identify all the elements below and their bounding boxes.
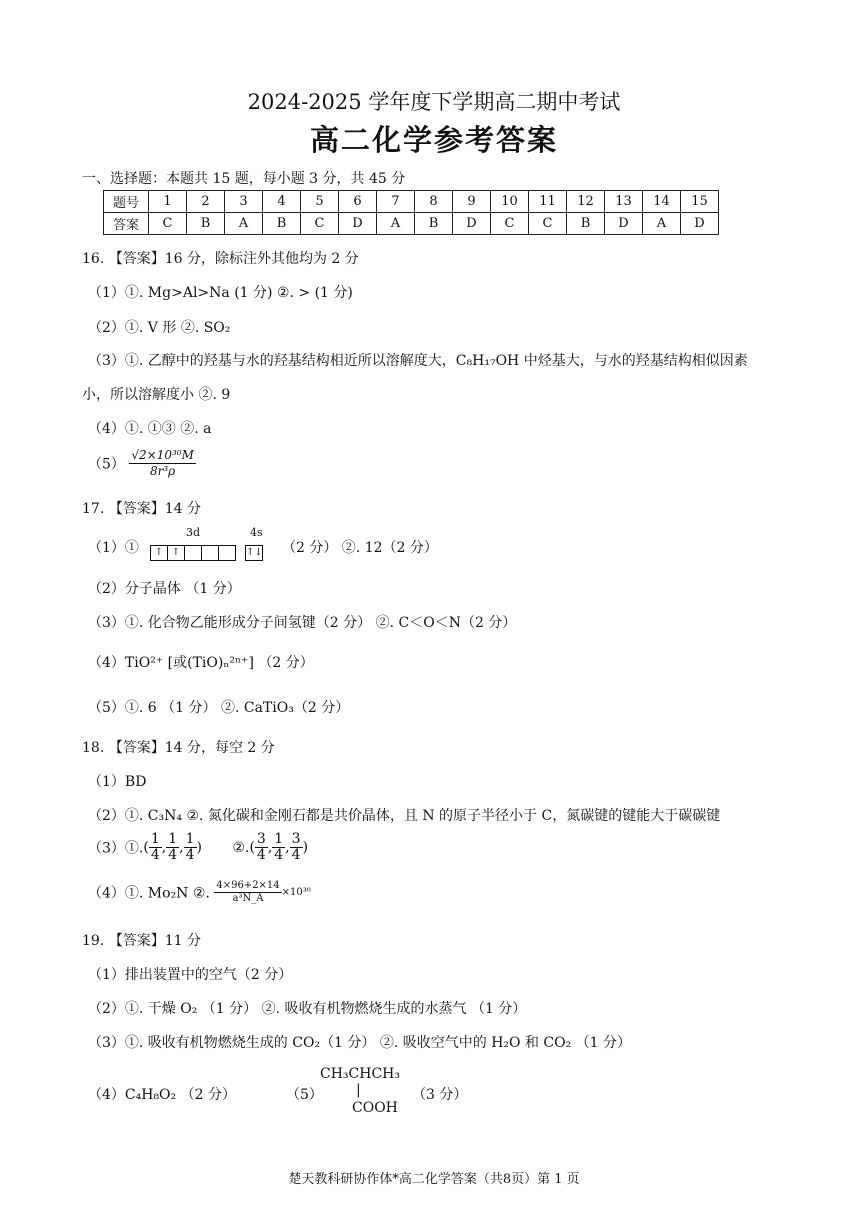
table-cell: A	[377, 213, 415, 235]
fraction-denominator: 4	[291, 847, 301, 863]
table-cell: B	[415, 213, 453, 235]
page-footer: 楚天教科研协作体*高二化学答案（共8页）第 1 页	[288, 1172, 580, 1187]
fraction-numerator: 4×96+2×14	[216, 880, 280, 891]
q19-part1: （1）排出装置中的空气（2 分）	[88, 967, 293, 983]
fraction-numerator: 3	[291, 831, 301, 847]
q19-part2: （2）①. 干燥 O₂ （1 分） ②. 吸收有机物燃烧生成的水蒸气 （1 分）	[88, 1001, 527, 1017]
q18-part4-label: （4）①. Mo₂N ②.	[88, 885, 210, 902]
fraction-denominator: 4	[256, 847, 266, 863]
fraction-numerator: √2×10³⁰M	[131, 448, 194, 462]
coord-fraction	[166, 832, 179, 863]
q18-density-fraction	[214, 880, 281, 905]
table-cell: C	[491, 213, 529, 235]
table-cell: 14	[643, 191, 681, 213]
orbital-box: ↑↓	[245, 545, 263, 561]
fraction-denominator: 4	[150, 847, 160, 863]
q17-part1-label: （1）①	[88, 540, 139, 556]
q19-part5-score: （3 分）	[412, 1087, 468, 1103]
orbital-box: ↑	[150, 545, 168, 561]
paren-close: )	[302, 839, 309, 856]
table-cell: D	[453, 213, 491, 235]
q18-part4-tail: ×10³⁰	[281, 887, 311, 898]
q19-part4: （4）C₄H₈O₂ （2 分）	[88, 1087, 236, 1103]
coord-fraction	[255, 832, 268, 863]
exam-title: 2024-2025 学年度下学期高二期中考试	[247, 90, 621, 114]
table-cell: B	[187, 213, 225, 235]
table-cell: 12	[567, 191, 605, 213]
table-cell: C	[149, 213, 187, 235]
table-cell: 13	[605, 191, 643, 213]
fraction-denominator: 8r³ρ	[150, 464, 176, 478]
q18-part3	[88, 832, 308, 863]
table-cell: 10	[491, 191, 529, 213]
section1-heading: 一、选择题：本题共 15 题，每小题 3 分，共 45 分	[82, 171, 406, 187]
q18-part3-label: （3）①.	[88, 840, 144, 857]
orbital-4s-diagram	[245, 542, 263, 561]
structure-bottom: COOH	[352, 1100, 398, 1116]
table-cell: D	[605, 213, 643, 235]
q16-part1: （1）①. Mg>Al>Na (1 分) ②. > (1 分)	[88, 285, 353, 301]
q16-heading: 16. 【答案】16 分，除标注外其他均为 2 分	[82, 251, 359, 267]
table-cell: 4	[263, 191, 301, 213]
comma: ,	[267, 839, 273, 856]
comma: ,	[179, 839, 184, 856]
table-row-label: 题号	[104, 191, 149, 213]
coord-fraction	[149, 832, 162, 863]
q17-heading: 17. 【答案】14 分	[82, 501, 201, 517]
comma: ,	[285, 839, 290, 856]
table-cell: 6	[339, 191, 377, 213]
fraction-numerator: 1	[168, 831, 178, 847]
comma: ,	[161, 839, 167, 856]
coord-fraction	[290, 832, 303, 863]
q17-part2: （2）分子晶体 （1 分）	[88, 581, 241, 597]
coord-fraction	[272, 832, 285, 863]
q18-part2: （2）①. C₃N₄ ②. 氮化碳和金刚石都是共价晶体，且 N 的原子半径小于 C，氮碳键的键能大于碳碳键	[88, 808, 721, 824]
fraction-numerator: 3	[256, 831, 266, 847]
coord-fraction	[184, 832, 197, 863]
paren-open: (	[143, 839, 149, 856]
paren-close: )	[196, 839, 202, 856]
table-cell: 11	[529, 191, 567, 213]
q17-part1-rest: （2 分） ②. 12（2 分）	[282, 540, 438, 556]
orbital-3d-diagram	[150, 542, 236, 561]
q19-part3: （3）①. 吸收有机物燃烧生成的 CO₂（1 分） ②. 吸收空气中的 H₂O 和 CO₂ （1 分）	[88, 1035, 632, 1051]
table-cell: C	[529, 213, 567, 235]
q18-part1: （1）BD	[88, 774, 147, 790]
q17-part4: （4）TiO²⁺ [或(TiO)ₙ²ⁿ⁺] （2 分）	[88, 655, 314, 671]
table-row-answers	[104, 213, 719, 235]
q16-part5	[88, 448, 196, 479]
fraction-numerator: 1	[150, 831, 160, 847]
q18-part3-b-label: ②.	[232, 839, 250, 856]
answer-table	[103, 190, 719, 235]
table-cell: D	[681, 213, 719, 235]
orbital-3d-label: 3d	[186, 526, 201, 539]
table-row-numbers	[104, 191, 719, 213]
orbital-4s-label: 4s	[250, 526, 263, 539]
q16-part5-label: （5）	[88, 456, 125, 473]
structure-bond: |	[356, 1082, 361, 1098]
answer-key-title: 高二化学参考答案	[309, 123, 558, 157]
table-cell: 2	[187, 191, 225, 213]
structure-top: CH₃CHCH₃	[320, 1066, 400, 1082]
orbital-box: ↑	[168, 545, 185, 561]
table-cell: 9	[453, 191, 491, 213]
fraction-denominator: 4	[168, 847, 178, 863]
orbital-box	[202, 545, 219, 561]
q16-part3-line1: （3）①. 乙醇中的羟基与水的羟基结构相近所以溶解度大，C₈H₁₇OH 中烃基大，与水的羟基结构相似因素	[88, 353, 748, 369]
table-cell: A	[643, 213, 681, 235]
table-cell: B	[263, 213, 301, 235]
table-cell: A	[225, 213, 263, 235]
orbital-box	[185, 545, 202, 561]
table-cell: 15	[681, 191, 719, 213]
q18-heading: 18. 【答案】14 分，每空 2 分	[82, 740, 275, 756]
table-cell: C	[301, 213, 339, 235]
table-cell: 1	[149, 191, 187, 213]
q19-part5-label: （5）	[286, 1087, 323, 1103]
q16-part5-fraction	[129, 448, 196, 479]
q16-part2: （2）①. V 形 ②. SO₂	[88, 320, 231, 336]
paren-open: (	[249, 839, 255, 856]
q17-part5: （5）①. 6 （1 分） ②. CaTiO₃（2 分）	[88, 700, 350, 716]
table-cell: D	[339, 213, 377, 235]
fraction-denominator: a³N_A	[232, 893, 264, 904]
q16-part4: （4）①. ①③ ②. a	[88, 421, 212, 437]
table-cell: B	[567, 213, 605, 235]
orbital-box	[219, 545, 236, 561]
table-cell: 8	[415, 191, 453, 213]
fraction-denominator: 4	[274, 847, 284, 863]
fraction-denominator: 4	[185, 847, 195, 863]
table-row-label: 答案	[104, 213, 149, 235]
table-cell: 5	[301, 191, 339, 213]
fraction-numerator: 1	[274, 831, 284, 847]
table-cell: 7	[377, 191, 415, 213]
q19-heading: 19. 【答案】11 分	[82, 933, 201, 949]
q18-part4	[88, 880, 311, 905]
fraction-numerator: 1	[185, 831, 195, 847]
q16-part3-line2: 小，所以溶解度小 ②. 9	[82, 387, 231, 403]
q17-part3: （3）①. 化合物乙能形成分子间氢键（2 分） ②. C＜O＜N（2 分）	[88, 615, 517, 631]
table-cell: 3	[225, 191, 263, 213]
